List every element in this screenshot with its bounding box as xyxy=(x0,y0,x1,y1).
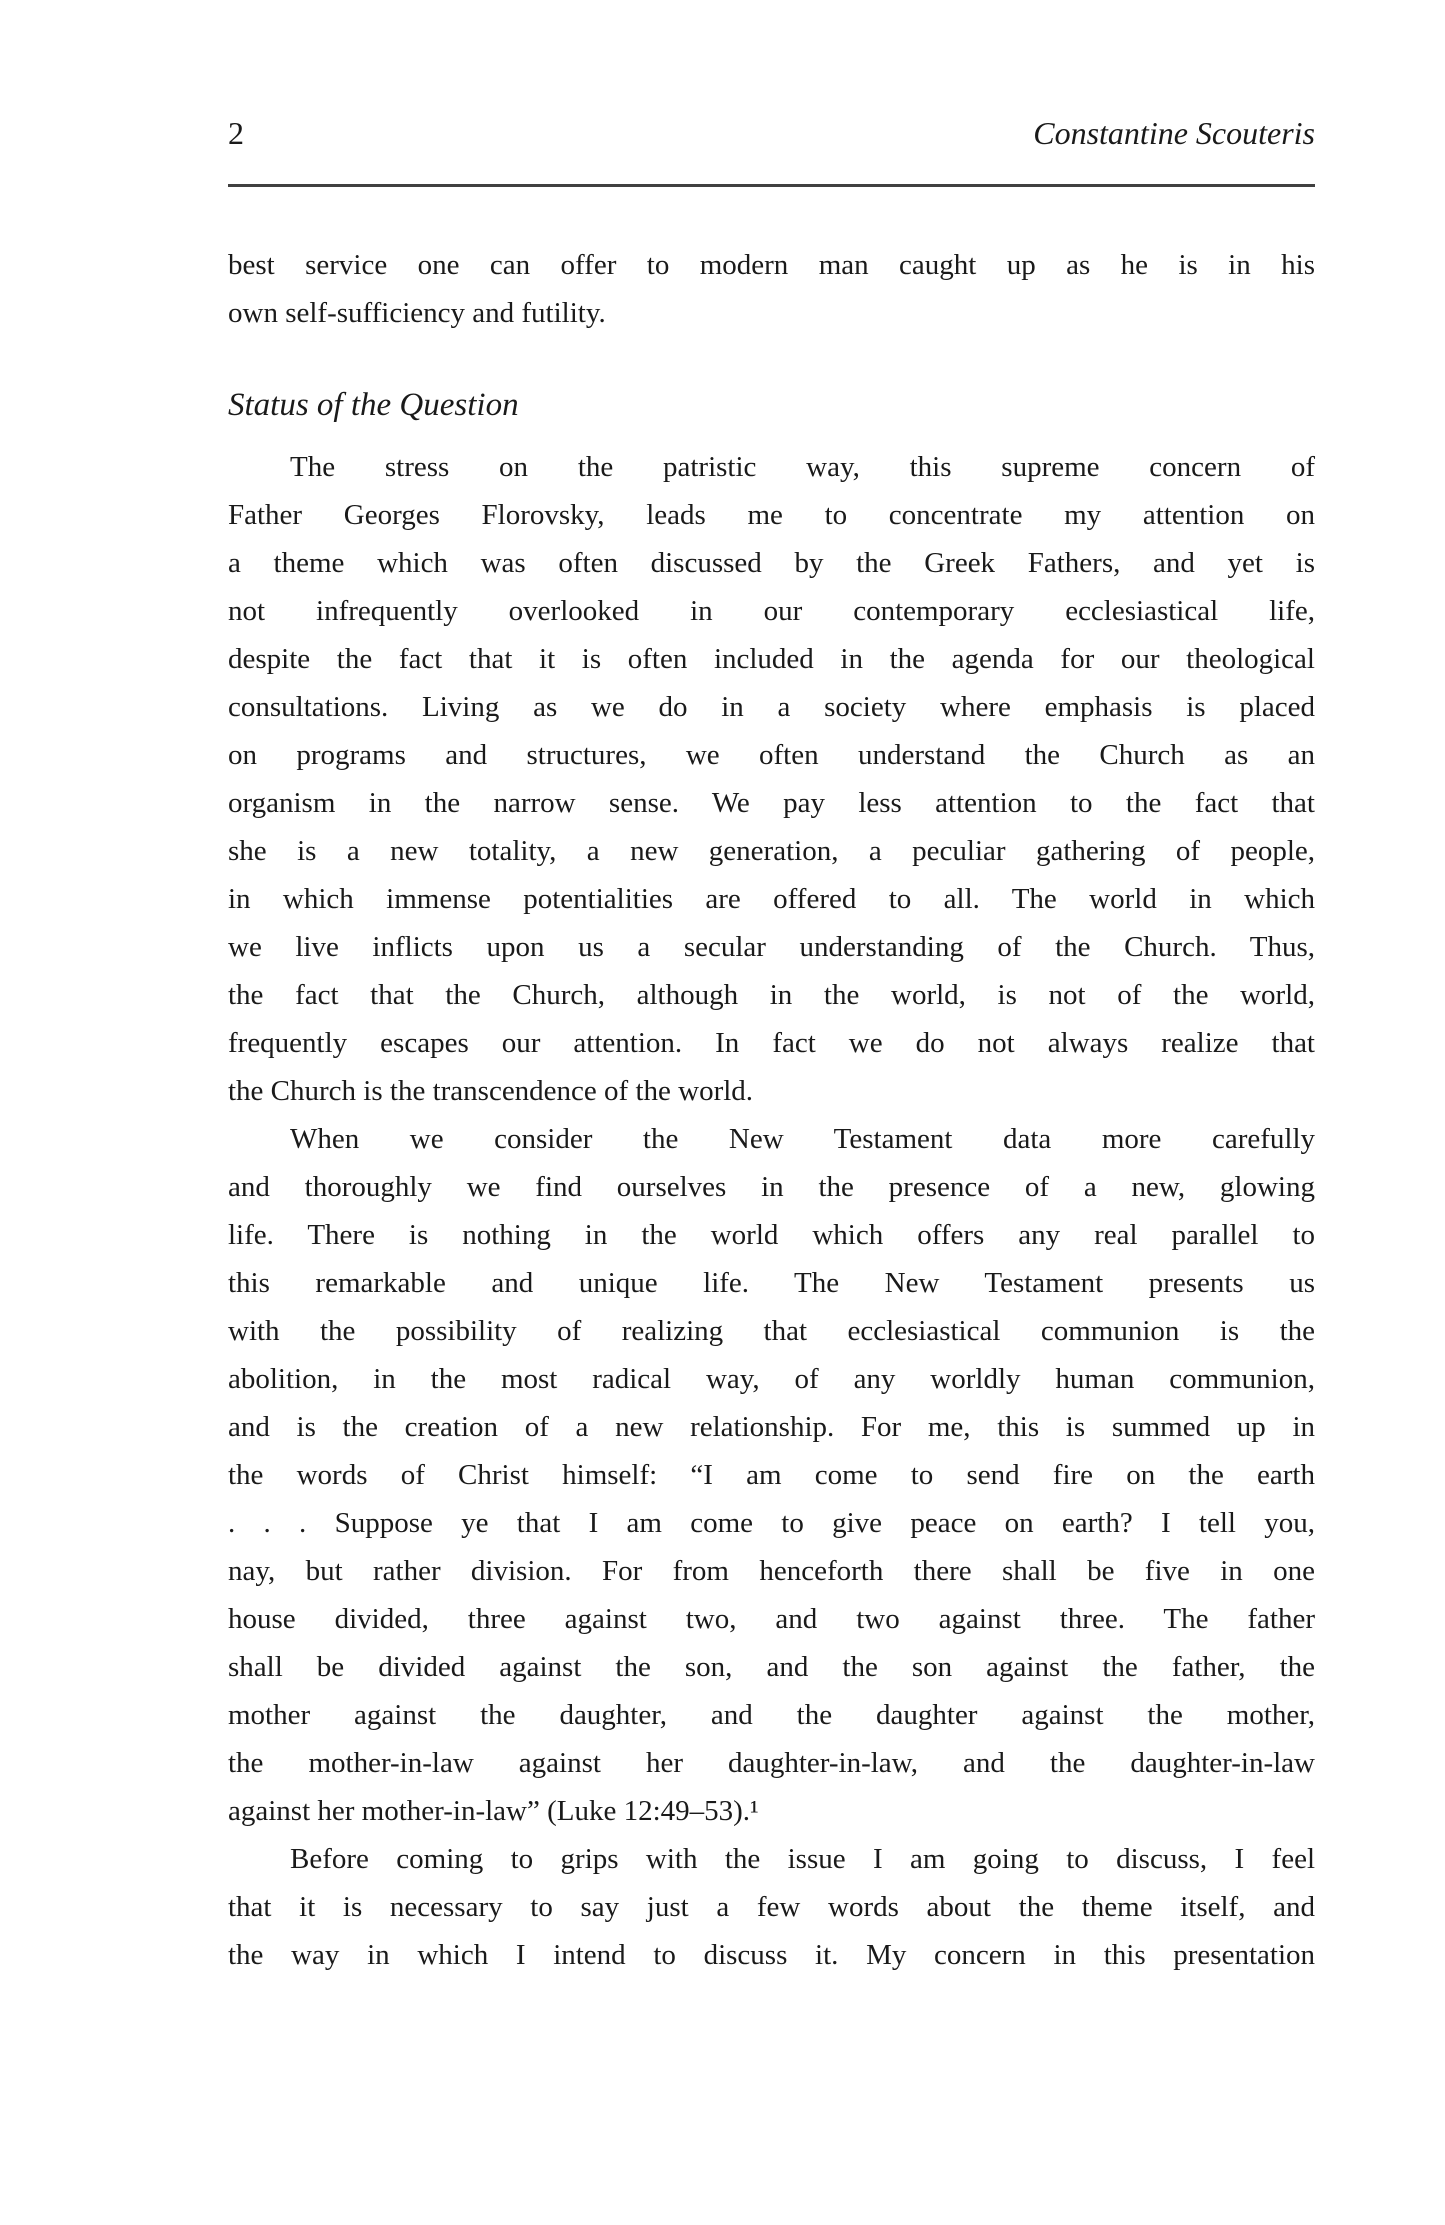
text-line: and thoroughly we find ourselves in the presence of a new, glowing xyxy=(228,1171,1315,1203)
text-line: . . . Suppose ye that I am come to give peace on earth? I tell you, xyxy=(228,1507,1315,1539)
text-line: this remarkable and unique life. The New Testament presents us xyxy=(228,1267,1315,1299)
text-line: the words of Christ himself: “I am come to send fire on the earth xyxy=(228,1459,1315,1491)
page-body xyxy=(228,241,1315,1979)
page-number: 2 xyxy=(228,115,244,151)
text-line: The stress on the patristic way, this supreme concern of xyxy=(290,451,1315,483)
text-line: Father Georges Florovsky, leads me to concentrate my attention on xyxy=(228,499,1315,531)
text-line: Before coming to grips with the issue I am going to discuss, I feel xyxy=(290,1843,1315,1875)
paragraph xyxy=(228,443,1315,1115)
paragraph xyxy=(228,1115,1315,1835)
paragraph xyxy=(228,241,1315,337)
running-title: Constantine Scouteris xyxy=(1033,115,1315,151)
text-line: mother against the daughter, and the daughter against the mother, xyxy=(228,1699,1315,1731)
text-line: on programs and structures, we often understand the Church as an xyxy=(228,739,1315,771)
text-line: we live inflicts upon us a secular understanding of the Church. Thus, xyxy=(228,931,1315,963)
text-line: the Church is the transcendence of the world. xyxy=(228,1075,754,1107)
text-line: and is the creation of a new relationship. For me, this is summed up in xyxy=(228,1411,1315,1443)
text-line: frequently escapes our attention. In fact we do not always realize that xyxy=(228,1027,1315,1059)
text-line: with the possibility of realizing that ecclesiastical communion is the xyxy=(228,1315,1315,1347)
text-line: in which immense potentialities are offered to all. The world in which xyxy=(228,883,1315,915)
text-line: life. There is nothing in the world which offers any real parallel to xyxy=(228,1219,1315,1251)
text-line: the mother-in-law against her daughter-in-law, and the daughter-in-law xyxy=(228,1747,1315,1779)
text-line: she is a new totality, a new generation, a peculiar gathering of people, xyxy=(228,835,1315,867)
section-heading: Status of the Question xyxy=(228,387,519,423)
text-line: that it is necessary to say just a few words about the theme itself, and xyxy=(228,1891,1315,1923)
text-line: shall be divided against the son, and the son against the father, the xyxy=(228,1651,1315,1683)
text-line: nay, but rather division. For from henceforth there shall be five in one xyxy=(228,1555,1315,1587)
text-line: best service one can offer to modern man caught up as he is in his xyxy=(228,249,1315,281)
text-line: the way in which I intend to discuss it. My concern in this presentation xyxy=(228,1939,1315,1971)
text-line: own self-sufficiency and futility. xyxy=(228,297,606,329)
text-line: not infrequently overlooked in our contemporary ecclesiastical life, xyxy=(228,595,1315,627)
text-line: When we consider the New Testament data more carefully xyxy=(290,1123,1315,1155)
text-line: abolition, in the most radical way, of any worldly human communion, xyxy=(228,1363,1315,1395)
text-column xyxy=(228,0,1315,1979)
text-line: house divided, three against two, and two against three. The father xyxy=(228,1603,1315,1635)
text-line: against her mother-in-law” (Luke 12:49–53).¹ xyxy=(228,1795,759,1827)
paragraph xyxy=(228,1835,1315,1979)
text-line: consultations. Living as we do in a society where emphasis is placed xyxy=(228,691,1315,723)
text-line: a theme which was often discussed by the Greek Fathers, and yet is xyxy=(228,547,1315,579)
text-line: the fact that the Church, although in the world, is not of the world, xyxy=(228,979,1315,1011)
text-line: despite the fact that it is often included in the agenda for our theological xyxy=(228,643,1315,675)
running-header xyxy=(228,106,1315,160)
header-rule-divider xyxy=(228,184,1315,187)
text-line: organism in the narrow sense. We pay less attention to the fact that xyxy=(228,787,1315,819)
